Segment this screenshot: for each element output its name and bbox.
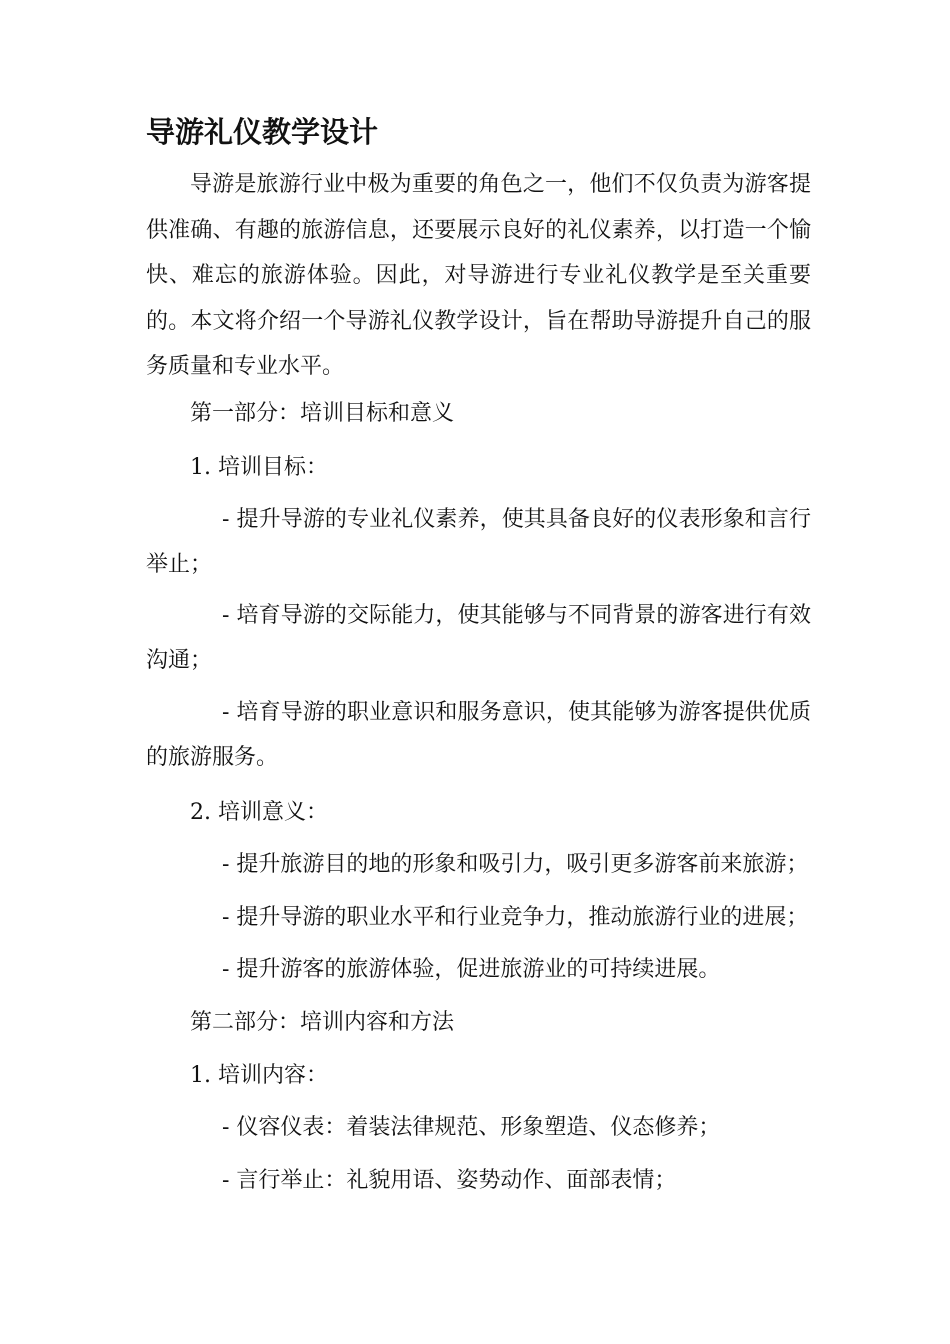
goals-heading: 1. 培训目标： (190, 455, 328, 480)
content-item-2: - 言行举止：礼貌用语、姿势动作、面部表情； (222, 1168, 677, 1193)
intro-paragraph: 导游是旅游行业中极为重要的角色之一，他们不仅负责为游客提供准确、有趣的旅游信息，还要展示良好的礼仪素养，以打造一个愉快、难忘的旅游体验。因此，对导游进行专业礼仪教学是至关重要的。本文将介绍一个导游礼仪教学设计，旨在帮助导游提升自己的服务质量和专业水平。 (146, 172, 811, 379)
part2-heading: 第二部分：培训内容和方法 (190, 1010, 455, 1035)
content-item-1: - 仪容仪表：着装法律规范、形象塑造、仪态修养； (222, 1115, 721, 1140)
goal-item-2: - 培育导游的交际能力，使其能够与不同背景的游客进行有效沟通； (146, 603, 811, 673)
significance-heading: 2. 培训意义： (190, 800, 328, 825)
goal-item-1: - 提升导游的专业礼仪素养，使其具备良好的仪表形象和言行举止； (146, 507, 811, 577)
significance-item-3: - 提升游客的旅游体验，促进旅游业的可持续进展。 (222, 957, 721, 982)
significance-item-1: - 提升旅游目的地的形象和吸引力，吸引更多游客前来旅游； (222, 852, 809, 877)
significance-item-2: - 提升导游的职业水平和行业竞争力，推动旅游行业的进展； (222, 905, 809, 930)
part1-heading: 第一部分：培训目标和意义 (190, 401, 455, 426)
goal-item-3: - 培育导游的职业意识和服务意识，使其能够为游客提供优质的旅游服务。 (146, 700, 811, 770)
document-title: 导游礼仪教学设计 (146, 115, 379, 149)
content-heading: 1. 培训内容： (190, 1063, 328, 1088)
